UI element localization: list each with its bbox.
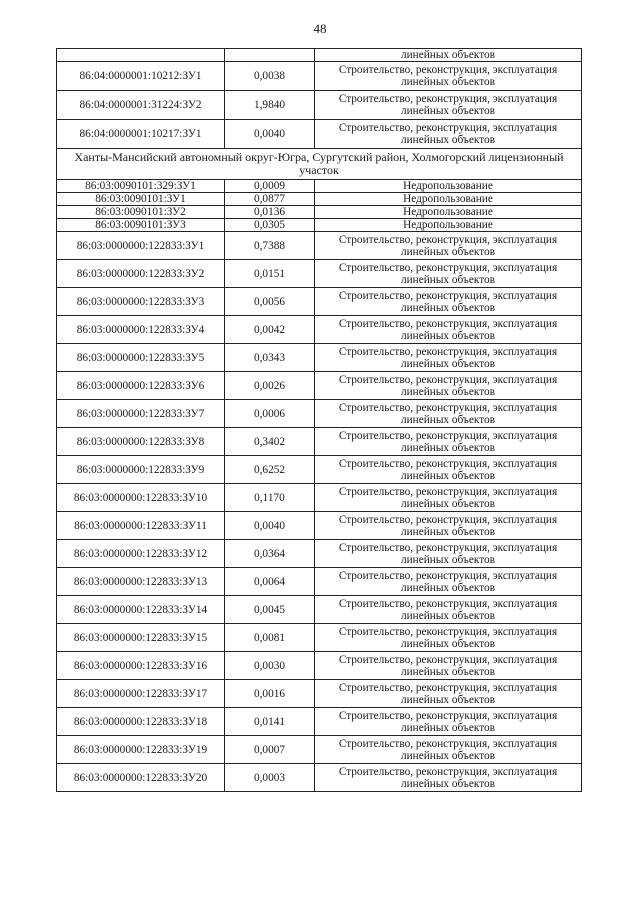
table-row	[57, 193, 582, 206]
cadastral-number-cell: 86:03:0000000:122833:ЗУ8	[57, 428, 225, 456]
area-cell: 0,0030	[225, 652, 315, 680]
purpose-cell: Строительство, реконструкция, эксплуатация линейных объектов	[315, 652, 582, 680]
purpose-cell: Недропользование	[315, 193, 582, 206]
cadastral-number-cell: 86:04:0000001:31224:ЗУ2	[57, 91, 225, 120]
purpose-cell: линейных объектов	[315, 49, 582, 62]
table-row	[57, 428, 582, 456]
cadastral-number-cell: 86:03:0000000:122833:ЗУ3	[57, 288, 225, 316]
area-cell: 1,9840	[225, 91, 315, 120]
purpose-cell: Строительство, реконструкция, эксплуатация линейных объектов	[315, 456, 582, 484]
table-row	[57, 344, 582, 372]
purpose-cell: Строительство, реконструкция, эксплуатация линейных объектов	[315, 372, 582, 400]
area-cell: 0,0364	[225, 540, 315, 568]
area-cell: 0,0016	[225, 680, 315, 708]
purpose-cell: Строительство, реконструкция, эксплуатация линейных объектов	[315, 568, 582, 596]
continued-row	[57, 49, 582, 62]
purpose-cell: Строительство, реконструкция, эксплуатация линейных объектов	[315, 540, 582, 568]
area-cell: 0,0009	[225, 180, 315, 193]
table-row	[57, 568, 582, 596]
area-cell: 0,0064	[225, 568, 315, 596]
area-cell: 0,0007	[225, 736, 315, 764]
cadastral-number-cell: 86:03:0000000:122833:ЗУ13	[57, 568, 225, 596]
cadastral-number-cell: 86:04:0000001:10217:ЗУ1	[57, 120, 225, 149]
table-row	[57, 91, 582, 120]
area-cell: 0,0040	[225, 512, 315, 540]
purpose-cell: Строительство, реконструкция, эксплуатация линейных объектов	[315, 316, 582, 344]
table-body	[57, 49, 582, 792]
cadastral-number-cell: 86:03:0000000:122833:ЗУ6	[57, 372, 225, 400]
table-row	[57, 456, 582, 484]
cadastral-number-cell: 86:03:0000000:122833:ЗУ7	[57, 400, 225, 428]
purpose-cell: Строительство, реконструкция, эксплуатация линейных объектов	[315, 708, 582, 736]
land-plots-table	[56, 48, 582, 792]
area-cell: 0,1170	[225, 484, 315, 512]
purpose-cell: Недропользование	[315, 180, 582, 193]
region-header-row	[57, 149, 582, 180]
cadastral-number-cell: 86:03:0000000:122833:ЗУ11	[57, 512, 225, 540]
table-row	[57, 400, 582, 428]
area-cell: 0,0343	[225, 344, 315, 372]
purpose-cell: Строительство, реконструкция, эксплуатация линейных объектов	[315, 512, 582, 540]
purpose-cell: Строительство, реконструкция, эксплуатация линейных объектов	[315, 484, 582, 512]
area-cell: 0,0056	[225, 288, 315, 316]
purpose-cell: Строительство, реконструкция, эксплуатация линейных объектов	[315, 120, 582, 149]
table-row	[57, 624, 582, 652]
area-cell: 0,0006	[225, 400, 315, 428]
table-row	[57, 736, 582, 764]
area-cell: 0,0038	[225, 62, 315, 91]
purpose-cell: Строительство, реконструкция, эксплуатация линейных объектов	[315, 232, 582, 260]
table-row	[57, 652, 582, 680]
table-row	[57, 540, 582, 568]
cadastral-number-cell: 86:03:0000000:122833:ЗУ4	[57, 316, 225, 344]
cadastral-number-cell: 86:03:0000000:122833:ЗУ14	[57, 596, 225, 624]
area-cell: 0,0877	[225, 193, 315, 206]
cadastral-number-cell: 86:03:0090101:ЗУ3	[57, 219, 225, 232]
cadastral-number-cell: 86:03:0000000:122833:ЗУ10	[57, 484, 225, 512]
cadastral-number-cell: 86:03:0000000:122833:ЗУ1	[57, 232, 225, 260]
area-cell: 0,0040	[225, 120, 315, 149]
purpose-cell: Строительство, реконструкция, эксплуатация линейных объектов	[315, 624, 582, 652]
table-row	[57, 596, 582, 624]
cadastral-number-cell: 86:03:0000000:122833:ЗУ16	[57, 652, 225, 680]
cadastral-number-cell	[57, 49, 225, 62]
region-header: Ханты-Мансийский автономный округ-Югра, Сургутский район, Холмогорский лицензионный участок	[57, 149, 582, 180]
table-row	[57, 316, 582, 344]
table-row	[57, 512, 582, 540]
cadastral-number-cell: 86:03:0000000:122833:ЗУ20	[57, 764, 225, 792]
purpose-cell: Строительство, реконструкция, эксплуатация линейных объектов	[315, 288, 582, 316]
cadastral-number-cell: 86:03:0090101:329:ЗУ1	[57, 180, 225, 193]
cadastral-number-cell: 86:03:0000000:122833:ЗУ15	[57, 624, 225, 652]
table-row	[57, 260, 582, 288]
cadastral-number-cell: 86:03:0000000:122833:ЗУ19	[57, 736, 225, 764]
area-cell: 0,0045	[225, 596, 315, 624]
cadastral-number-cell: 86:03:0090101:ЗУ1	[57, 193, 225, 206]
area-cell: 0,0026	[225, 372, 315, 400]
table-row	[57, 120, 582, 149]
table-row	[57, 219, 582, 232]
table-row	[57, 372, 582, 400]
table-row	[57, 484, 582, 512]
table-row	[57, 180, 582, 193]
cadastral-number-cell: 86:03:0000000:122833:ЗУ2	[57, 260, 225, 288]
area-cell: 0,0151	[225, 260, 315, 288]
area-cell: 0,0042	[225, 316, 315, 344]
table-row	[57, 764, 582, 792]
purpose-cell: Строительство, реконструкция, эксплуатация линейных объектов	[315, 260, 582, 288]
cadastral-number-cell: 86:04:0000001:10212:ЗУ1	[57, 62, 225, 91]
purpose-cell: Строительство, реконструкция, эксплуатация линейных объектов	[315, 91, 582, 120]
purpose-cell: Строительство, реконструкция, эксплуатация линейных объектов	[315, 428, 582, 456]
page-number: 48	[313, 21, 327, 36]
table-row	[57, 206, 582, 219]
table-row	[57, 62, 582, 91]
area-cell: 0,7388	[225, 232, 315, 260]
cadastral-number-cell: 86:03:0000000:122833:ЗУ17	[57, 680, 225, 708]
area-cell	[225, 49, 315, 62]
area-cell: 0,0136	[225, 206, 315, 219]
area-cell: 0,6252	[225, 456, 315, 484]
cadastral-number-cell: 86:03:0000000:122833:ЗУ12	[57, 540, 225, 568]
purpose-cell: Строительство, реконструкция, эксплуатация линейных объектов	[315, 344, 582, 372]
purpose-cell: Строительство, реконструкция, эксплуатация линейных объектов	[315, 680, 582, 708]
area-cell: 0,0081	[225, 624, 315, 652]
table-row	[57, 232, 582, 260]
cadastral-number-cell: 86:03:0000000:122833:ЗУ18	[57, 708, 225, 736]
purpose-cell: Строительство, реконструкция, эксплуатация линейных объектов	[315, 764, 582, 792]
table-row	[57, 680, 582, 708]
area-cell: 0,0305	[225, 219, 315, 232]
table-row	[57, 708, 582, 736]
area-cell: 0,3402	[225, 428, 315, 456]
purpose-cell: Строительство, реконструкция, эксплуатация линейных объектов	[315, 400, 582, 428]
purpose-cell: Строительство, реконструкция, эксплуатация линейных объектов	[315, 62, 582, 91]
cadastral-number-cell: 86:03:0000000:122833:ЗУ9	[57, 456, 225, 484]
purpose-cell: Строительство, реконструкция, эксплуатация линейных объектов	[315, 596, 582, 624]
cadastral-number-cell: 86:03:0090101:ЗУ2	[57, 206, 225, 219]
cadastral-number-cell: 86:03:0000000:122833:ЗУ5	[57, 344, 225, 372]
purpose-cell: Строительство, реконструкция, эксплуатация линейных объектов	[315, 736, 582, 764]
table-row	[57, 288, 582, 316]
area-cell: 0,0141	[225, 708, 315, 736]
purpose-cell: Недропользование	[315, 219, 582, 232]
area-cell: 0,0003	[225, 764, 315, 792]
purpose-cell: Недропользование	[315, 206, 582, 219]
